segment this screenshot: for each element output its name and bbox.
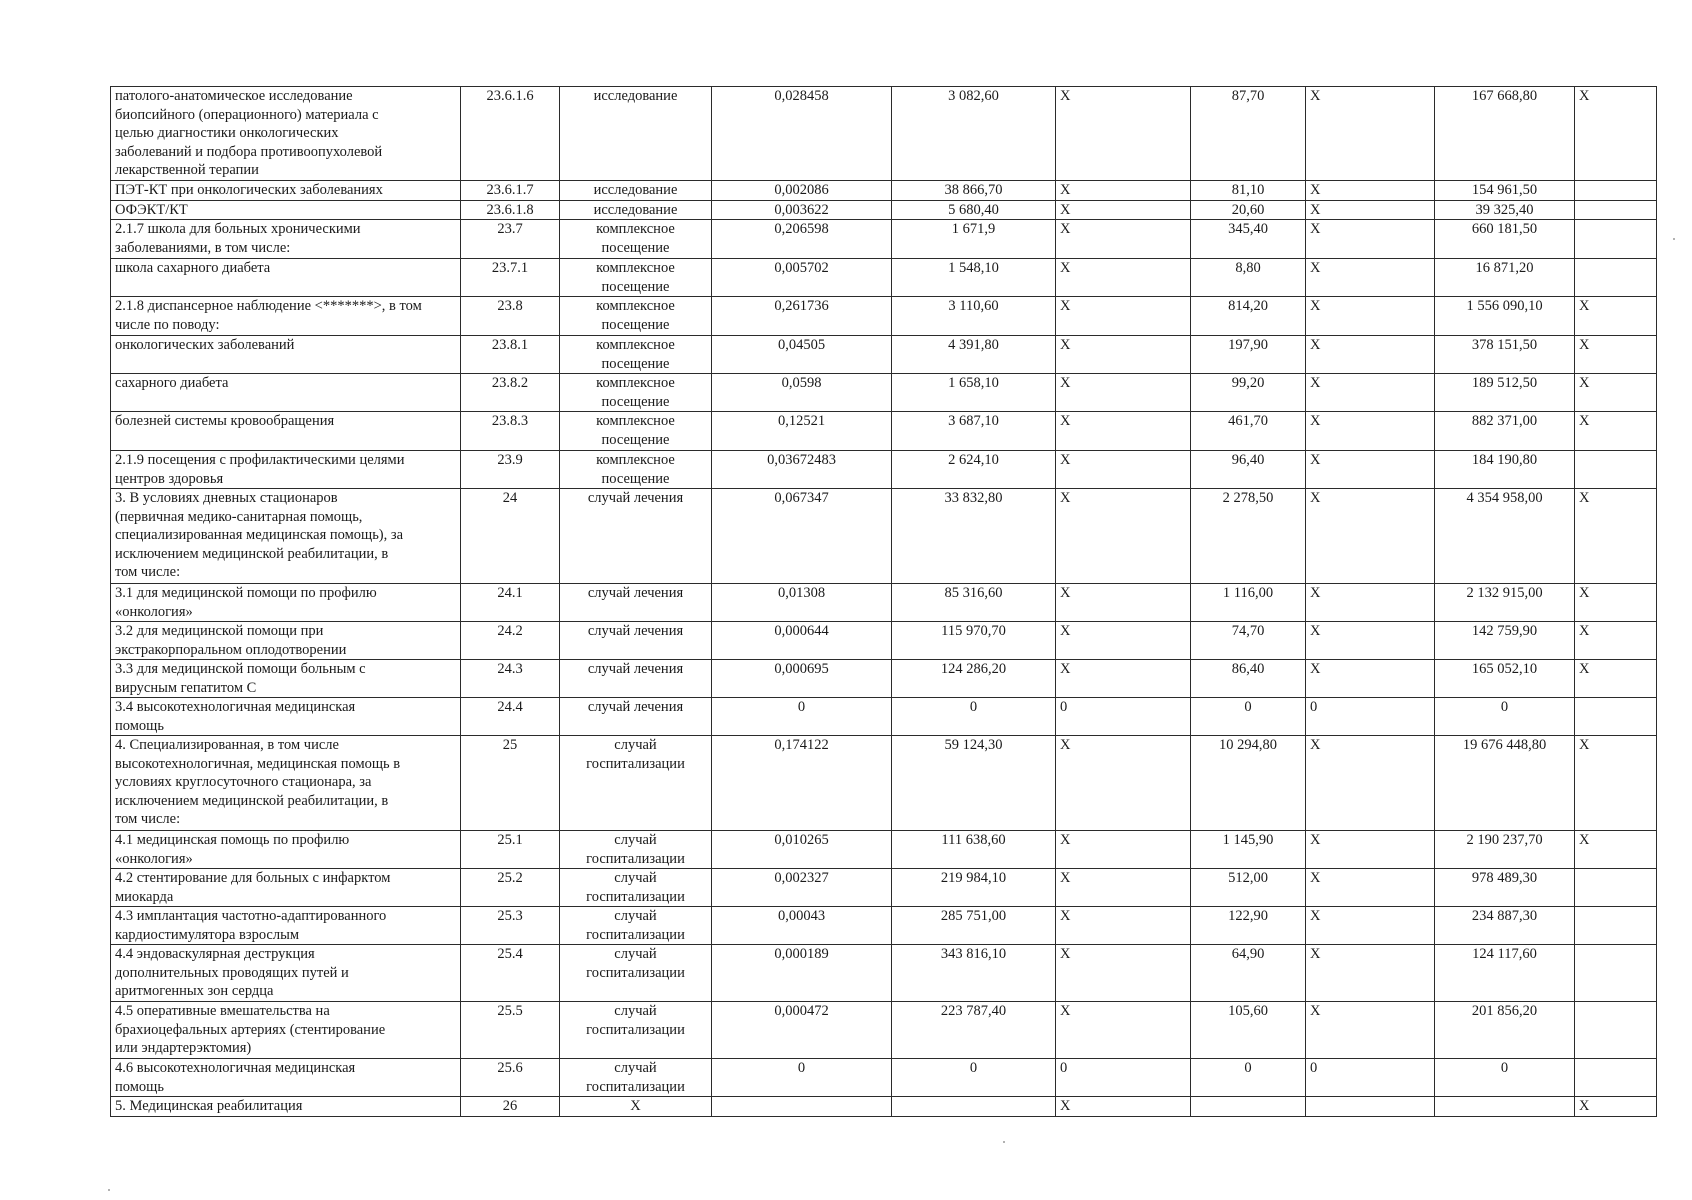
row-norm-volume-cell: 0,000189: [712, 945, 892, 1002]
row-norm-volume-cell: 0,010265: [712, 831, 892, 869]
row-per-capita-cell: 2 278,50: [1191, 489, 1306, 584]
row-col6-cell: Х: [1056, 220, 1191, 259]
row-col6-cell: Х: [1056, 87, 1191, 181]
row-per-capita-cell: 10 294,80: [1191, 736, 1306, 831]
table-row: [111, 869, 1657, 907]
row-code-cell: 24.4: [461, 698, 560, 736]
scan-speck: [1673, 238, 1675, 240]
row-total-cell: 2 132 915,00: [1435, 584, 1575, 622]
row-col8-cell: Х: [1306, 489, 1435, 584]
table-body: [111, 87, 1657, 1117]
row-name-cell: 5. Медицинская реабилитация: [111, 1097, 461, 1117]
table-row: [111, 489, 1657, 584]
row-total-cell: 660 181,50: [1435, 220, 1575, 259]
row-total-cell: 124 117,60: [1435, 945, 1575, 1002]
row-col10-cell: [1575, 869, 1657, 907]
row-unit-cell: случай госпитализации: [560, 869, 712, 907]
row-col6-cell: Х: [1056, 945, 1191, 1002]
row-code-cell: 23.6.1.6: [461, 87, 560, 181]
row-col6-cell: Х: [1056, 181, 1191, 201]
row-per-capita-cell: 8,80: [1191, 259, 1306, 297]
row-code-cell: 25.2: [461, 869, 560, 907]
row-col8-cell: Х: [1306, 297, 1435, 336]
row-norm-volume-cell: 0,002086: [712, 181, 892, 201]
table-row: [111, 374, 1657, 412]
row-code-cell: 23.8.2: [461, 374, 560, 412]
row-code-cell: 23.9: [461, 451, 560, 489]
row-per-capita-cell: 0: [1191, 698, 1306, 736]
row-col10-cell: Х: [1575, 622, 1657, 660]
row-unit-cell: случай госпитализации: [560, 945, 712, 1002]
row-col8-cell: Х: [1306, 451, 1435, 489]
row-code-cell: 23.8.3: [461, 412, 560, 451]
table-row: [111, 336, 1657, 374]
row-norm-cost-cell: 85 316,60: [892, 584, 1056, 622]
row-total-cell: [1435, 1097, 1575, 1117]
row-name-cell: 4.5 оперативные вмешательства на брахиоцефальных артериях (стентирование или эндартерэктомия): [111, 1002, 461, 1059]
row-unit-cell: случай лечения: [560, 660, 712, 698]
financing-table: [110, 86, 1657, 1117]
row-total-cell: 165 052,10: [1435, 660, 1575, 698]
row-norm-volume-cell: 0,12521: [712, 412, 892, 451]
row-per-capita-cell: 74,70: [1191, 622, 1306, 660]
row-col10-cell: [1575, 1059, 1657, 1097]
table-row: [111, 412, 1657, 451]
row-total-cell: 167 668,80: [1435, 87, 1575, 181]
row-total-cell: 4 354 958,00: [1435, 489, 1575, 584]
scan-speck: [1003, 1141, 1005, 1143]
table-row: [111, 181, 1657, 201]
table-row: [111, 698, 1657, 736]
row-norm-volume-cell: 0,028458: [712, 87, 892, 181]
row-total-cell: 234 887,30: [1435, 907, 1575, 945]
row-col10-cell: Х: [1575, 660, 1657, 698]
row-col8-cell: Х: [1306, 736, 1435, 831]
row-code-cell: 23.6.1.8: [461, 200, 560, 220]
row-name-cell: сахарного диабета: [111, 374, 461, 412]
row-code-cell: 23.8: [461, 297, 560, 336]
table-row: [111, 1002, 1657, 1059]
row-unit-cell: комплексное посещение: [560, 220, 712, 259]
row-col10-cell: Х: [1575, 584, 1657, 622]
row-norm-cost-cell: 124 286,20: [892, 660, 1056, 698]
row-norm-cost-cell: 1 548,10: [892, 259, 1056, 297]
row-col8-cell: Х: [1306, 584, 1435, 622]
row-code-cell: 25.3: [461, 907, 560, 945]
row-norm-cost-cell: 3 687,10: [892, 412, 1056, 451]
row-col8-cell: Х: [1306, 336, 1435, 374]
row-norm-cost-cell: [892, 1097, 1056, 1117]
row-total-cell: 378 151,50: [1435, 336, 1575, 374]
row-col6-cell: Х: [1056, 374, 1191, 412]
row-name-cell: 4.6 высокотехнологичная медицинская помощь: [111, 1059, 461, 1097]
row-norm-cost-cell: 2 624,10: [892, 451, 1056, 489]
row-col8-cell: Х: [1306, 374, 1435, 412]
row-col6-cell: Х: [1056, 451, 1191, 489]
row-col8-cell: Х: [1306, 907, 1435, 945]
row-norm-cost-cell: 0: [892, 698, 1056, 736]
row-per-capita-cell: 99,20: [1191, 374, 1306, 412]
row-name-cell: 3.3 для медицинской помощи больным с вирусным гепатитом С: [111, 660, 461, 698]
row-col10-cell: Х: [1575, 336, 1657, 374]
row-name-cell: онкологических заболеваний: [111, 336, 461, 374]
row-unit-cell: случай лечения: [560, 489, 712, 584]
row-per-capita-cell: 96,40: [1191, 451, 1306, 489]
row-total-cell: 882 371,00: [1435, 412, 1575, 451]
row-col8-cell: Х: [1306, 622, 1435, 660]
row-norm-volume-cell: 0,000472: [712, 1002, 892, 1059]
row-col6-cell: Х: [1056, 1097, 1191, 1117]
row-norm-cost-cell: 38 866,70: [892, 181, 1056, 201]
row-norm-cost-cell: 1 658,10: [892, 374, 1056, 412]
row-name-cell: 3.4 высокотехнологичная медицинская помощь: [111, 698, 461, 736]
row-col6-cell: Х: [1056, 736, 1191, 831]
row-code-cell: 24.2: [461, 622, 560, 660]
row-name-cell: 4.3 имплантация частотно-адаптированного кардиостимулятора взрослым: [111, 907, 461, 945]
row-unit-cell: Х: [560, 1097, 712, 1117]
row-total-cell: 1 556 090,10: [1435, 297, 1575, 336]
row-name-cell: 3.1 для медицинской помощи по профилю «онкология»: [111, 584, 461, 622]
row-col10-cell: [1575, 220, 1657, 259]
row-per-capita-cell: 814,20: [1191, 297, 1306, 336]
row-per-capita-cell: 81,10: [1191, 181, 1306, 201]
table-row: [111, 87, 1657, 181]
row-norm-cost-cell: 1 671,9: [892, 220, 1056, 259]
table-row: [111, 945, 1657, 1002]
row-col10-cell: Х: [1575, 412, 1657, 451]
row-col10-cell: [1575, 1002, 1657, 1059]
row-per-capita-cell: 20,60: [1191, 200, 1306, 220]
row-total-cell: 154 961,50: [1435, 181, 1575, 201]
row-col6-cell: Х: [1056, 1002, 1191, 1059]
row-code-cell: 23.7: [461, 220, 560, 259]
row-name-cell: патолого-анатомическое исследование биопсийного (операционного) материала с целью диагностики онкологических заболеваний и подбора противоопухолевой лекарственной терапии: [111, 87, 461, 181]
row-unit-cell: случай госпитализации: [560, 736, 712, 831]
row-name-cell: 3.2 для медицинской помощи при экстракорпоральном оплодотворении: [111, 622, 461, 660]
row-col10-cell: Х: [1575, 297, 1657, 336]
table-row: [111, 831, 1657, 869]
row-norm-cost-cell: 59 124,30: [892, 736, 1056, 831]
row-unit-cell: исследование: [560, 87, 712, 181]
row-code-cell: 25.6: [461, 1059, 560, 1097]
row-norm-cost-cell: 3 082,60: [892, 87, 1056, 181]
row-col8-cell: Х: [1306, 945, 1435, 1002]
row-name-cell: 4.2 стентирование для больных с инфарктом миокарда: [111, 869, 461, 907]
table-row: [111, 259, 1657, 297]
row-name-cell: ОФЭКТ/КТ: [111, 200, 461, 220]
row-col6-cell: Х: [1056, 660, 1191, 698]
table-row: [111, 297, 1657, 336]
row-unit-cell: комплексное посещение: [560, 451, 712, 489]
row-norm-volume-cell: 0,04505: [712, 336, 892, 374]
row-norm-volume-cell: 0,005702: [712, 259, 892, 297]
row-col6-cell: Х: [1056, 297, 1191, 336]
row-norm-volume-cell: 0,067347: [712, 489, 892, 584]
row-per-capita-cell: [1191, 1097, 1306, 1117]
row-col8-cell: Х: [1306, 259, 1435, 297]
row-unit-cell: случай госпитализации: [560, 1059, 712, 1097]
row-total-cell: 39 325,40: [1435, 200, 1575, 220]
row-norm-volume-cell: [712, 1097, 892, 1117]
row-unit-cell: случай лечения: [560, 584, 712, 622]
table-row: [111, 907, 1657, 945]
row-col6-cell: Х: [1056, 622, 1191, 660]
row-per-capita-cell: 345,40: [1191, 220, 1306, 259]
row-col6-cell: Х: [1056, 200, 1191, 220]
row-total-cell: 184 190,80: [1435, 451, 1575, 489]
row-col8-cell: Х: [1306, 87, 1435, 181]
row-unit-cell: комплексное посещение: [560, 412, 712, 451]
row-unit-cell: комплексное посещение: [560, 374, 712, 412]
row-col10-cell: Х: [1575, 374, 1657, 412]
row-col10-cell: [1575, 451, 1657, 489]
row-per-capita-cell: 512,00: [1191, 869, 1306, 907]
row-col8-cell: Х: [1306, 220, 1435, 259]
row-per-capita-cell: 1 116,00: [1191, 584, 1306, 622]
row-col8-cell: [1306, 1097, 1435, 1117]
row-norm-cost-cell: 115 970,70: [892, 622, 1056, 660]
row-col8-cell: Х: [1306, 1002, 1435, 1059]
row-norm-volume-cell: 0,002327: [712, 869, 892, 907]
table-row: [111, 736, 1657, 831]
row-unit-cell: случай лечения: [560, 698, 712, 736]
row-col6-cell: Х: [1056, 489, 1191, 584]
row-norm-cost-cell: 33 832,80: [892, 489, 1056, 584]
row-col8-cell: Х: [1306, 869, 1435, 907]
row-unit-cell: случай госпитализации: [560, 1002, 712, 1059]
row-col6-cell: 0: [1056, 1059, 1191, 1097]
row-name-cell: 4.1 медицинская помощь по профилю «онкология»: [111, 831, 461, 869]
row-unit-cell: исследование: [560, 181, 712, 201]
row-per-capita-cell: 87,70: [1191, 87, 1306, 181]
row-norm-cost-cell: 0: [892, 1059, 1056, 1097]
row-col8-cell: Х: [1306, 660, 1435, 698]
row-col10-cell: Х: [1575, 87, 1657, 181]
row-total-cell: 0: [1435, 1059, 1575, 1097]
row-col6-cell: Х: [1056, 584, 1191, 622]
row-unit-cell: случай лечения: [560, 622, 712, 660]
row-per-capita-cell: 1 145,90: [1191, 831, 1306, 869]
row-col8-cell: 0: [1306, 1059, 1435, 1097]
row-name-cell: 2.1.9 посещения с профилактическими целями центров здоровья: [111, 451, 461, 489]
row-code-cell: 24: [461, 489, 560, 584]
row-col6-cell: Х: [1056, 336, 1191, 374]
table-row: [111, 584, 1657, 622]
table-row: [111, 622, 1657, 660]
row-name-cell: 3. В условиях дневных стационаров (первичная медико-санитарная помощь, специализированная медицинская помощь), за исключением медицинской реабилитации, в том числе:: [111, 489, 461, 584]
row-name-cell: 2.1.7 школа для больных хроническими заболеваниями, в том числе:: [111, 220, 461, 259]
row-col8-cell: Х: [1306, 831, 1435, 869]
row-total-cell: 16 871,20: [1435, 259, 1575, 297]
row-unit-cell: случай госпитализации: [560, 831, 712, 869]
row-total-cell: 19 676 448,80: [1435, 736, 1575, 831]
row-col10-cell: Х: [1575, 831, 1657, 869]
row-per-capita-cell: 461,70: [1191, 412, 1306, 451]
row-per-capita-cell: 122,90: [1191, 907, 1306, 945]
row-norm-cost-cell: 4 391,80: [892, 336, 1056, 374]
row-norm-volume-cell: 0,00043: [712, 907, 892, 945]
row-col6-cell: Х: [1056, 907, 1191, 945]
table-row: [111, 1059, 1657, 1097]
row-per-capita-cell: 105,60: [1191, 1002, 1306, 1059]
row-norm-cost-cell: 111 638,60: [892, 831, 1056, 869]
row-total-cell: 201 856,20: [1435, 1002, 1575, 1059]
row-norm-cost-cell: 219 984,10: [892, 869, 1056, 907]
table-row: [111, 1097, 1657, 1117]
row-name-cell: болезней системы кровообращения: [111, 412, 461, 451]
row-unit-cell: комплексное посещение: [560, 336, 712, 374]
row-code-cell: 24.3: [461, 660, 560, 698]
row-norm-volume-cell: 0,03672483: [712, 451, 892, 489]
scan-speck: [108, 1189, 110, 1191]
row-col8-cell: Х: [1306, 181, 1435, 201]
row-code-cell: 25.1: [461, 831, 560, 869]
row-norm-volume-cell: 0,000695: [712, 660, 892, 698]
row-code-cell: 23.8.1: [461, 336, 560, 374]
row-unit-cell: случай госпитализации: [560, 907, 712, 945]
row-norm-volume-cell: 0,0598: [712, 374, 892, 412]
row-col10-cell: [1575, 907, 1657, 945]
row-col8-cell: Х: [1306, 412, 1435, 451]
table-row: [111, 220, 1657, 259]
row-col6-cell: Х: [1056, 869, 1191, 907]
row-unit-cell: исследование: [560, 200, 712, 220]
row-code-cell: 25.5: [461, 1002, 560, 1059]
row-norm-volume-cell: 0,01308: [712, 584, 892, 622]
row-code-cell: 25: [461, 736, 560, 831]
row-norm-volume-cell: 0,174122: [712, 736, 892, 831]
row-name-cell: школа сахарного диабета: [111, 259, 461, 297]
row-total-cell: 0: [1435, 698, 1575, 736]
row-col6-cell: Х: [1056, 412, 1191, 451]
table-row: [111, 451, 1657, 489]
table-row: [111, 660, 1657, 698]
row-col10-cell: Х: [1575, 736, 1657, 831]
row-total-cell: 2 190 237,70: [1435, 831, 1575, 869]
row-norm-volume-cell: 0,000644: [712, 622, 892, 660]
row-unit-cell: комплексное посещение: [560, 297, 712, 336]
row-per-capita-cell: 86,40: [1191, 660, 1306, 698]
row-norm-volume-cell: 0,261736: [712, 297, 892, 336]
row-col10-cell: [1575, 200, 1657, 220]
row-norm-cost-cell: 343 816,10: [892, 945, 1056, 1002]
row-col6-cell: Х: [1056, 831, 1191, 869]
row-col10-cell: [1575, 698, 1657, 736]
row-code-cell: 24.1: [461, 584, 560, 622]
row-code-cell: 23.7.1: [461, 259, 560, 297]
row-total-cell: 142 759,90: [1435, 622, 1575, 660]
row-code-cell: 25.4: [461, 945, 560, 1002]
row-name-cell: 4. Специализированная, в том числе высокотехнологичная, медицинская помощь в условиях круглосуточного стационара, за исключением медицинской реабилитации, в том числе:: [111, 736, 461, 831]
row-norm-cost-cell: 5 680,40: [892, 200, 1056, 220]
row-unit-cell: комплексное посещение: [560, 259, 712, 297]
row-col10-cell: [1575, 181, 1657, 201]
row-norm-volume-cell: 0: [712, 1059, 892, 1097]
row-norm-volume-cell: 0,003622: [712, 200, 892, 220]
row-col8-cell: Х: [1306, 200, 1435, 220]
row-col10-cell: Х: [1575, 1097, 1657, 1117]
row-per-capita-cell: 0: [1191, 1059, 1306, 1097]
row-code-cell: 26: [461, 1097, 560, 1117]
row-norm-volume-cell: 0,206598: [712, 220, 892, 259]
row-per-capita-cell: 64,90: [1191, 945, 1306, 1002]
row-col8-cell: 0: [1306, 698, 1435, 736]
row-col10-cell: [1575, 945, 1657, 1002]
row-per-capita-cell: 197,90: [1191, 336, 1306, 374]
row-col10-cell: Х: [1575, 489, 1657, 584]
row-norm-cost-cell: 223 787,40: [892, 1002, 1056, 1059]
row-norm-volume-cell: 0: [712, 698, 892, 736]
row-col10-cell: [1575, 259, 1657, 297]
table-row: [111, 200, 1657, 220]
row-norm-cost-cell: 285 751,00: [892, 907, 1056, 945]
row-name-cell: 4.4 эндоваскулярная деструкция дополнительных проводящих путей и аритмогенных зон сердца: [111, 945, 461, 1002]
row-col6-cell: 0: [1056, 698, 1191, 736]
row-total-cell: 978 489,30: [1435, 869, 1575, 907]
row-total-cell: 189 512,50: [1435, 374, 1575, 412]
row-name-cell: ПЭТ-КТ при онкологических заболеваниях: [111, 181, 461, 201]
row-code-cell: 23.6.1.7: [461, 181, 560, 201]
row-norm-cost-cell: 3 110,60: [892, 297, 1056, 336]
row-name-cell: 2.1.8 диспансерное наблюдение <*******>, в том числе по поводу:: [111, 297, 461, 336]
row-col6-cell: Х: [1056, 259, 1191, 297]
